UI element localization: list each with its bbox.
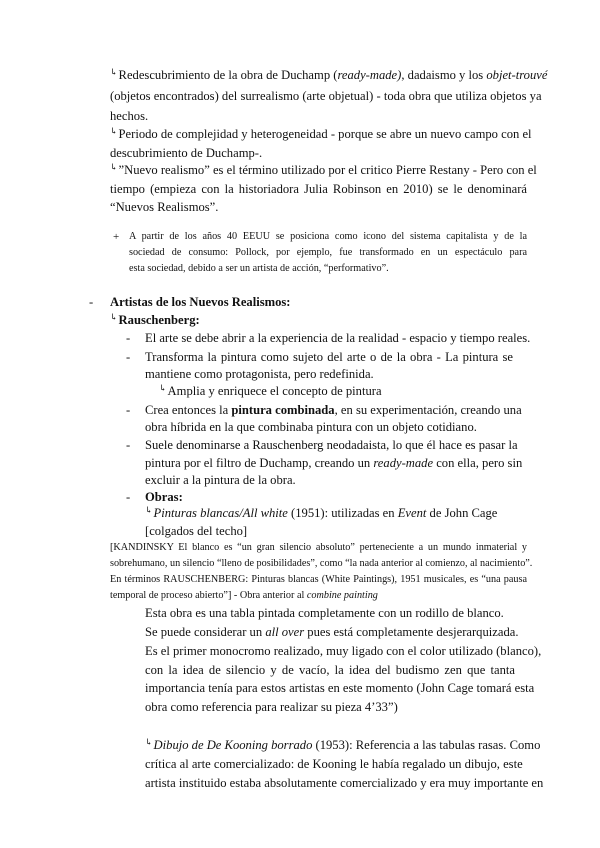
text-line: sociedad de consumo: Pollock, por ejemplo, fue transformado en un espectáculo para xyxy=(129,247,527,258)
text-line: ↳”Nuevo realismo” es el término utilizado por el critico Pierre Restany - Pero con el xyxy=(110,162,537,177)
list-item: El arte se debe abrir a la experiencia de la realidad - espacio y tiempo reales. xyxy=(145,331,531,345)
list-item: Transforma la pintura como sujeto del arte o de la obra - La pintura se xyxy=(145,350,513,364)
subsection-title: Obras: xyxy=(145,490,183,504)
plus-bullet: + xyxy=(113,231,120,243)
list-item: ↳Dibujo de De Kooning borrado (1953): Referencia a las tabulas rasas. Como xyxy=(145,737,541,752)
text-line: ↳Redescubrimiento de la obra de Duchamp (ready-made), dadaismo y los objet-trouvé xyxy=(110,67,548,82)
dash-bullet: - xyxy=(126,438,131,452)
arrow-icon: ↳ xyxy=(145,737,153,747)
dash-bullet: - xyxy=(126,490,131,504)
note-line: En términos RAUSCHENBERG: Pinturas blancas (White Paintings), 1951 musicales, es “una pausa xyxy=(110,574,527,585)
dash-bullet: - xyxy=(126,403,131,417)
list-item: excluir a la pintura de la obra. xyxy=(145,473,296,487)
list-item: obra híbrida en la que combinaba pintura con un objeto cotidiano. xyxy=(145,420,477,434)
list-item: ↳Amplia y enriquece el concepto de pintura xyxy=(159,383,382,398)
arrow-icon: ↳ xyxy=(159,383,167,393)
list-item: Suele denominarse a Rauschenberg neodadaista, lo que él hace es pasar la xyxy=(145,438,518,452)
list-item: pintura por el filtro de Duchamp, creando un ready-made con ella, pero sin xyxy=(145,456,523,470)
text-line: Se puede considerar un all over pues está completamente desjerarquizada. xyxy=(145,625,519,639)
arrow-icon: ↳ xyxy=(110,162,118,172)
list-item: Crea entonces la pintura combinada, en su experimentación, creando una xyxy=(145,403,522,417)
text-line: “Nuevos Realismos”. xyxy=(110,200,219,214)
dash-bullet: - xyxy=(126,350,131,364)
text-line: crítica al arte comercializado: de Kooning le había regalado un dibujo, este xyxy=(145,757,523,771)
section-title: Artistas de los Nuevos Realismos: xyxy=(110,295,291,309)
arrow-icon: ↳ xyxy=(110,67,118,77)
text-line: ↳Periodo de complejidad y heterogeneidad - porque se abre un nuevo campo con el xyxy=(110,126,532,141)
text-line: importancia tenía para estos artistas en este momento (John Cage tomará esta xyxy=(145,681,535,695)
arrow-icon: ↳ xyxy=(145,505,153,515)
note-line: temporal de proceso abierto”] - Obra anterior al combine painting xyxy=(110,590,378,601)
dash-bullet: - xyxy=(126,331,131,345)
list-item: ↳Pinturas blancas/All white (1951): utilizadas en Event de John Cage xyxy=(145,505,498,520)
arrow-icon: ↳ xyxy=(110,126,118,136)
text-line: artista instituido estaba absolutamente comercializado y era muy importante en xyxy=(145,776,544,790)
list-item: mantiene como protagonista, pero redefinida. xyxy=(145,367,374,381)
note-line: sobrehumano, un silencio “lleno de posibilidades”, como “la nada anterior al comienzo, al nacimiento”. xyxy=(110,558,533,569)
text-line: hechos. xyxy=(110,109,149,123)
text-line: con la idea de silencio y de vacío, la idea del budismo zen que tanta xyxy=(145,663,515,677)
text-line: descubrimiento de Duchamp-. xyxy=(110,146,263,160)
text-line: (objetos encontrados) del surrealismo (arte objetual) - toda obra que utiliza objetos ya xyxy=(110,89,542,103)
text-line: esta sociedad, debido a ser un artista de acción, “performativo”. xyxy=(129,263,389,274)
subsection-title: ↳Rauschenberg: xyxy=(110,312,200,327)
text-line: tiempo (empieza con la historiadora Julia Robinson en 2010) se le denominará xyxy=(110,182,527,196)
text-line: obra como referencia para realizar su pieza 4’33”) xyxy=(145,700,398,714)
text-line: Esta obra es una tabla pintada completamente con un rodillo de blanco. xyxy=(145,606,504,620)
dash-bullet: - xyxy=(89,295,94,309)
text-line: Es el primer monocromo realizado, muy ligado con el color utilizado (blanco), xyxy=(145,644,542,658)
text-line: A partir de los años 40 EEUU se posiciona como icono del sistema capitalista y de la xyxy=(129,231,527,242)
note-line: [KANDINSKY El blanco es “un gran silencio absoluto” perteneciente a un mundo inmaterial y xyxy=(110,542,527,553)
list-item: [colgados del techo] xyxy=(145,524,248,538)
arrow-icon: ↳ xyxy=(110,312,118,322)
